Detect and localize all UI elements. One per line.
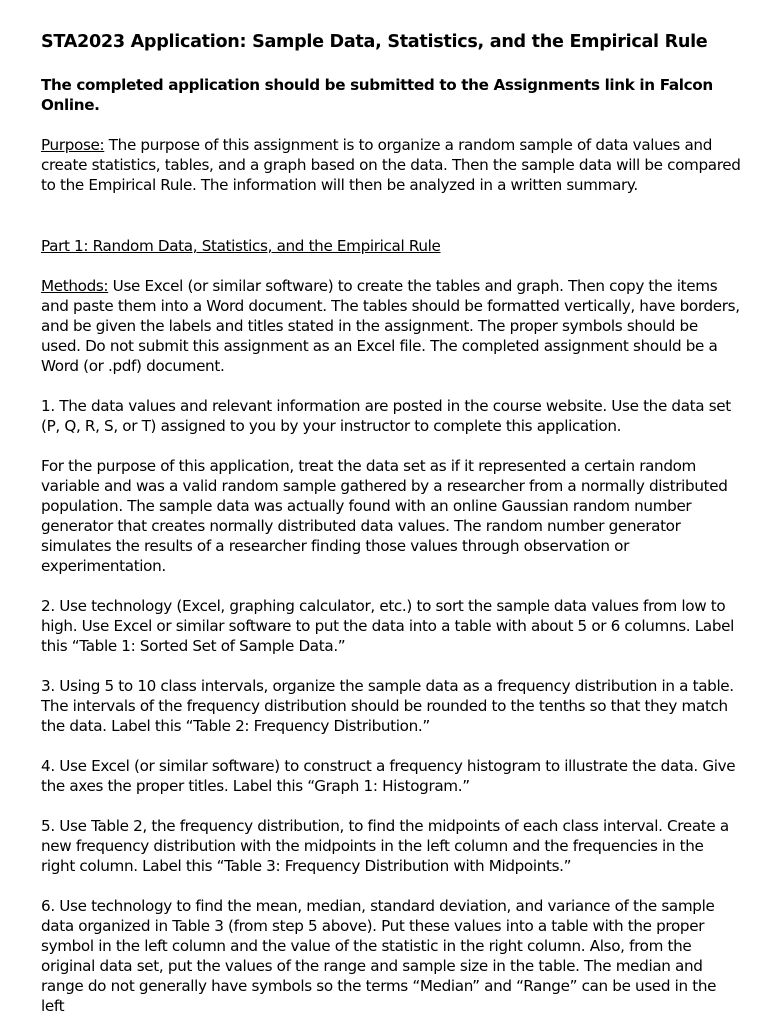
context-paragraph: For the purpose of this application, treat the data set as if it represented a certain random variable and was a valid random sample gathered by a researcher from a normally distributed population. The sample data was actually found with an online Gaussian random number generator that creates normally distributed data values. The random number generator simulates the results of a researcher finding those values through observation or experimentation. [41, 457, 728, 575]
step-5-paragraph: 5. Use Table 2, the frequency distribution, to find the midpoints of each class interval. Create a new frequency distribution with the midpoints in the left column and the frequencies in the right column. Label this “Table 3: Frequency Distribution with Midpoints.” [41, 817, 729, 875]
submission-note: The completed application should be submitted to the Assignments link in Falcon Online. [41, 76, 713, 114]
part1-heading: Part 1: Random Data, Statistics, and the Empirical Rule [41, 237, 441, 255]
step-2-paragraph: 2. Use technology (Excel, graphing calculator, etc.) to sort the sample data values from low to high. Use Excel or similar software to put the data into a table with about 5 or 6 columns. Label this “Table 1: Sorted Set of Sample Data.” [41, 597, 734, 655]
step-4-paragraph: 4. Use Excel (or similar software) to construct a frequency histogram to illustrate the data. Give the axes the proper titles. Label this “Graph 1: Histogram.” [41, 757, 736, 795]
step-3-paragraph: 3. Using 5 to 10 class intervals, organize the sample data as a frequency distribution in a table. The intervals of the frequency distribution should be rounded to the tenths so that they match the data. Label this “Table 2: Frequency Distribution.” [41, 677, 734, 735]
purpose-text: The purpose of this assignment is to organize a random sample of data values and create statistics, tables, and a graph based on the data. Then the sample data will be compared to the Empirical Rule. The information will then be analyzed in a written summary. [41, 136, 741, 194]
step-6-paragraph: 6. Use technology to find the mean, median, standard deviation, and variance of the sample data organized in Table 3 (from step 5 above). Put these values into a table with the proper symbol in the left column and the value of the statistic in the right column. Also, from the original data set, put the values of the range and sample size in the table. The median and range do not generally have symbols so the terms “Median” and “Range” can be used in the left [41, 897, 717, 1015]
methods-text: Use Excel (or similar software) to create the tables and graph. Then copy the items and paste them into a Word document. The tables should be formatted vertically, have borders, and be given the labels and titles stated in the assignment. The proper symbols should be used. Do not submit this assignment as an Excel file. The completed assignment should be a Word (or .pdf) document. [41, 277, 740, 375]
methods-paragraph [41, 276, 741, 376]
step-1-paragraph: 1. The data values and relevant information are posted in the course website. Use the data set (P, Q, R, S, or T) assigned to you by your instructor to complete this application. [41, 397, 731, 435]
document-page [41, 30, 741, 1036]
purpose-paragraph [41, 135, 741, 195]
methods-label: Methods: [41, 277, 109, 295]
purpose-label: Purpose: [41, 136, 105, 154]
document-title: STA2023 Application: Sample Data, Statistics, and the Empirical Rule [41, 32, 708, 52]
